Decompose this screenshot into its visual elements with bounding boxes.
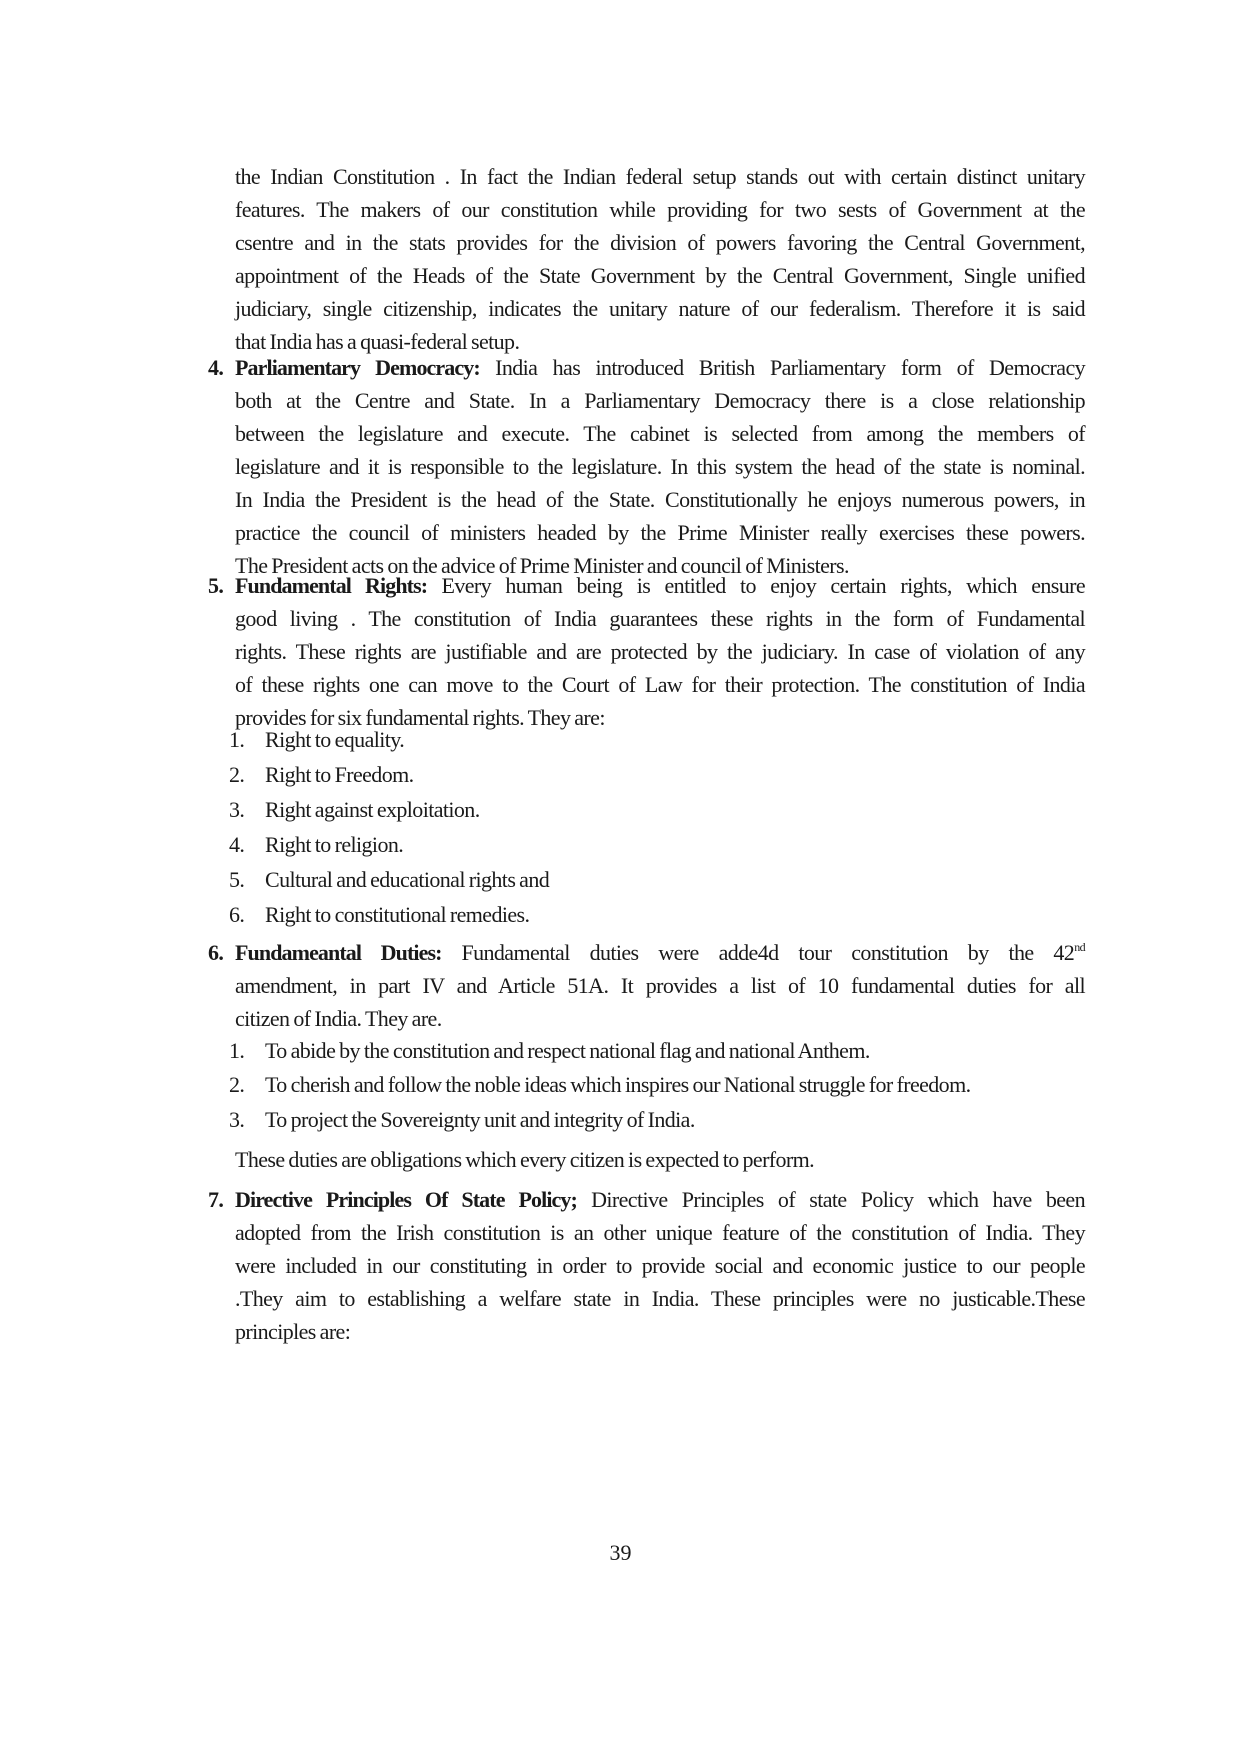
text-line bbox=[235, 936, 1085, 969]
superscript: nd bbox=[1074, 940, 1086, 954]
text-line: rights. These rights are justifiable and are protected by the judiciary. In case of violation of any bbox=[235, 639, 1085, 664]
section-heading: Parliamentary Democracy: bbox=[235, 355, 480, 380]
text-line: csentre and in the stats provides for the division of powers favoring the Central Government, bbox=[235, 230, 1085, 255]
text-line: good living . The constitution of India guarantees these rights in the form of Fundamental bbox=[235, 606, 1085, 631]
text-line: the Indian Constitution . In fact the Indian federal setup stands out with certain distinct unitary bbox=[235, 164, 1085, 189]
rights-list-item bbox=[229, 793, 480, 826]
list-text: Right against exploitation. bbox=[265, 797, 480, 822]
text-line: that India has a quasi-federal setup. bbox=[235, 329, 520, 354]
list-number: 3. bbox=[229, 797, 245, 822]
section-heading: Fundameantal Duties: bbox=[235, 940, 442, 965]
section-heading: Directive Principles Of State Policy; bbox=[235, 1187, 577, 1212]
list-text: To project the Sovereignty unit and integrity of India. bbox=[265, 1107, 695, 1132]
list-text: To abide by the constitution and respect national flag and national Anthem. bbox=[265, 1038, 870, 1063]
text-line: legislature and it is responsible to the legislature. In this system the head of the state is nominal. bbox=[235, 454, 1085, 479]
section-number: 5. bbox=[208, 573, 224, 598]
text-run: Every human being is entitled to enjoy certain rights, which ensure bbox=[427, 573, 1086, 598]
section-number: 6. bbox=[208, 940, 224, 965]
section-number: 7. bbox=[208, 1187, 224, 1212]
list-number: 6. bbox=[229, 902, 245, 927]
text-line: In India the President is the head of the State. Constitutionally he enjoys numerous powers, in bbox=[235, 487, 1085, 512]
text-run: Directive Principles of state Policy which have been bbox=[576, 1187, 1085, 1212]
text-line: provides for six fundamental rights. They are: bbox=[235, 705, 605, 730]
list-number: 2. bbox=[229, 762, 245, 787]
list-number: 1. bbox=[229, 1038, 245, 1063]
text-line: The President acts on the advice of Prime Minister and council of Ministers. bbox=[235, 553, 849, 578]
list-text: To cherish and follow the noble ideas which inspires our National struggle for freedom. bbox=[265, 1072, 971, 1097]
list-text: Cultural and educational rights and bbox=[265, 867, 550, 892]
text-run: Fundamental duties were adde4d tour constitution by the 42 bbox=[441, 940, 1075, 965]
text-line: principles are: bbox=[235, 1319, 351, 1344]
text-line bbox=[235, 351, 1085, 384]
text-line: of these rights one can move to the Court of Law for their protection. The constitution of India bbox=[235, 672, 1085, 697]
section-fundamental-rights bbox=[208, 569, 1086, 734]
list-number: 2. bbox=[229, 1072, 245, 1097]
text-line: citizen of India. They are. bbox=[235, 1006, 442, 1031]
text-run: India has introduced British Parliamentary form of Democracy bbox=[479, 355, 1086, 380]
rights-list-item bbox=[229, 828, 403, 861]
text-line: These duties are obligations which every citizen is expected to perform. bbox=[235, 1147, 815, 1172]
duties-closing-paragraph bbox=[235, 1143, 1085, 1176]
duties-list-item bbox=[229, 1034, 870, 1067]
duties-list-item bbox=[229, 1068, 971, 1101]
section-parliamentary-democracy bbox=[208, 351, 1086, 582]
rights-list-item bbox=[229, 723, 404, 756]
list-number: 1. bbox=[229, 727, 245, 752]
section-directive-principles bbox=[208, 1183, 1085, 1348]
text-line: practice the council of ministers headed by the Prime Minister really exercises these powers. bbox=[235, 520, 1085, 545]
intro-paragraph bbox=[235, 160, 1085, 358]
list-number: 3. bbox=[229, 1107, 245, 1132]
text-line: amendment, in part IV and Article 51A. It provides a list of 10 fundamental duties for all bbox=[235, 973, 1085, 998]
text-line: appointment of the Heads of the State Government by the Central Government, Single unified bbox=[235, 263, 1085, 288]
rights-list-item bbox=[229, 758, 414, 791]
text-line: both at the Centre and State. In a Parliamentary Democracy there is a close relationship bbox=[235, 388, 1085, 413]
page-number: 39 bbox=[609, 1540, 632, 1565]
duties-list-item bbox=[229, 1103, 695, 1136]
text-line bbox=[235, 1183, 1085, 1216]
text-line bbox=[235, 569, 1085, 602]
list-text: Right to Freedom. bbox=[265, 762, 414, 787]
list-text: Right to equality. bbox=[265, 727, 405, 752]
text-line: between the legislature and execute. The cabinet is selected from among the members of bbox=[235, 421, 1085, 446]
list-number: 5. bbox=[229, 867, 245, 892]
text-line: features. The makers of our constitution while providing for two sests of Government at the bbox=[235, 197, 1085, 222]
section-number: 4. bbox=[208, 355, 224, 380]
rights-list-item bbox=[229, 863, 549, 896]
list-number: 4. bbox=[229, 832, 245, 857]
text-line: adopted from the Irish constitution is an other unique feature of the constitution of India. They bbox=[235, 1220, 1085, 1245]
text-line: .They aim to establishing a welfare state in India. These principles were no justicable.These bbox=[235, 1286, 1085, 1311]
text-line: were included in our constituting in order to provide social and economic justice to our people bbox=[235, 1253, 1085, 1278]
section-heading: Fundamental Rights: bbox=[235, 573, 428, 598]
list-text: Right to constitutional remedies. bbox=[265, 902, 530, 927]
list-text: Right to religion. bbox=[265, 832, 404, 857]
section-fundamental-duties bbox=[208, 936, 1086, 1035]
rights-list-item bbox=[229, 898, 529, 931]
text-line: judiciary, single citizenship, indicates the unitary nature of our federalism. Therefore it is said bbox=[235, 296, 1085, 321]
